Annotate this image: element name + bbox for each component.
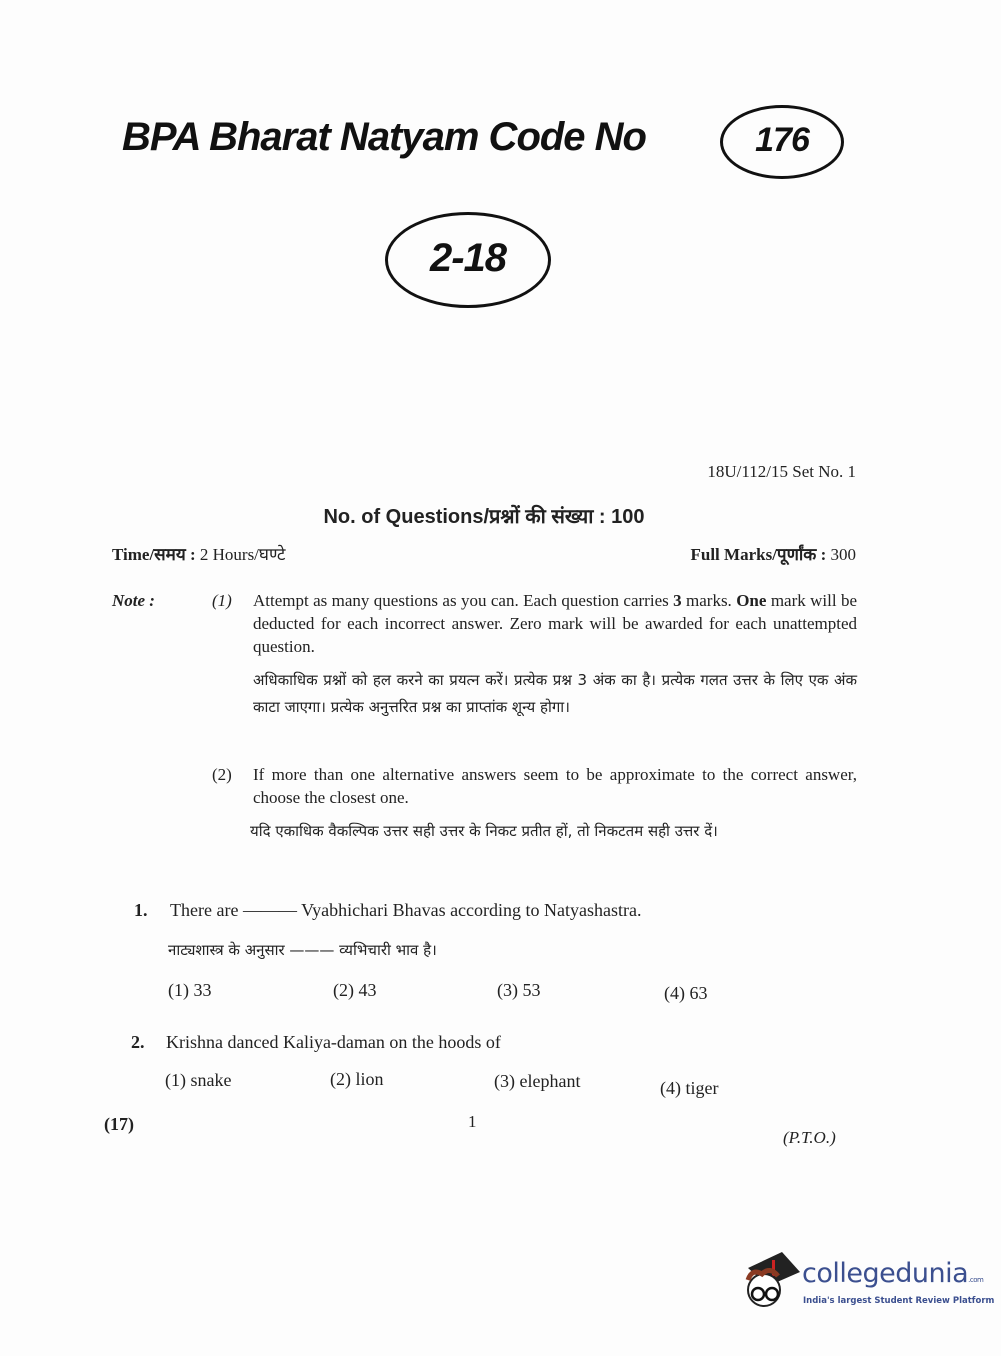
- pto: (P.T.O.): [783, 1128, 836, 1147]
- handwritten-year: 2-18: [385, 212, 551, 308]
- time-value: 2 Hours/घण्टे: [199, 545, 286, 564]
- logo-suffix: .com: [968, 1276, 984, 1284]
- note-number: (2): [212, 765, 232, 784]
- logo-name: collegedunia: [802, 1258, 969, 1289]
- page-number: 1: [468, 1112, 477, 1131]
- full-marks-value: 300: [830, 545, 856, 564]
- question-number: 1.: [134, 900, 148, 920]
- full-marks: [691, 543, 857, 566]
- note-label: Note :: [112, 591, 155, 610]
- mascot-icon: [742, 1250, 800, 1312]
- handwritten-header: BPA Bharat Natyam Code No: [122, 115, 646, 159]
- paper-code: 18U/112/15 Set No. 1: [707, 462, 856, 481]
- logo-tagline: India's largest Student Review Platform: [803, 1296, 995, 1306]
- note-2-hindi: यदि एकाधिक वैकल्पिक उत्तर सही उत्तर के निकट प्रतीत हों, तो निकटतम सही उत्तर दें।: [250, 822, 718, 840]
- option: (3) 53: [497, 980, 541, 1000]
- footer-code: (17): [104, 1114, 134, 1134]
- handwritten-code-number: 176: [720, 105, 844, 179]
- option: (1) snake: [165, 1070, 232, 1090]
- option: (3) elephant: [494, 1071, 581, 1091]
- time-label: Time/समय :: [112, 545, 196, 564]
- option: (2) lion: [330, 1069, 384, 1089]
- full-marks-label: Full Marks/पूर्णांक :: [690, 545, 827, 564]
- option: (2) 43: [333, 980, 377, 1000]
- num-questions: No. of Questions/प्रश्नों की संख्या : 100: [323, 506, 645, 528]
- collegedunia-logo: [742, 1250, 995, 1315]
- option: (1) 33: [168, 980, 212, 1000]
- option: (4) 63: [664, 983, 708, 1003]
- question-number: 2.: [131, 1032, 145, 1052]
- note-number: (1): [212, 591, 232, 610]
- question-1-hindi: नाट्यशास्त्र के अनुसार ——— व्यभिचारी भाव है।: [168, 941, 437, 959]
- note-2-english: If more than one alternative answers seem to be approximate to the correct answer, choose the closest one.: [253, 765, 857, 807]
- time: [112, 543, 285, 566]
- option: (4) tiger: [660, 1078, 719, 1098]
- note-1-english: Attempt as many questions as you can. Each question carries 3 marks. One mark will be deducted for each incorrect answer. Zero mark will be awarded for each unattempted question.: [253, 591, 858, 656]
- question-2-text: Krishna danced Kaliya-daman on the hoods of: [166, 1032, 501, 1052]
- note-1-hindi: अधिकाधिक प्रश्नों को हल करने का प्रयत्न करें। प्रत्येक प्रश्न 3 अंक का है। प्रत्येक गलत उत्तर के लिए एक अंक काटा जाएगा। प्रत्येक अनुत्तरित प्रश्न का प्राप्तांक शून्य होगा।: [253, 671, 857, 716]
- question-1-text: There are ——— Vyabhichari Bhavas according to Natyashastra.: [170, 900, 642, 920]
